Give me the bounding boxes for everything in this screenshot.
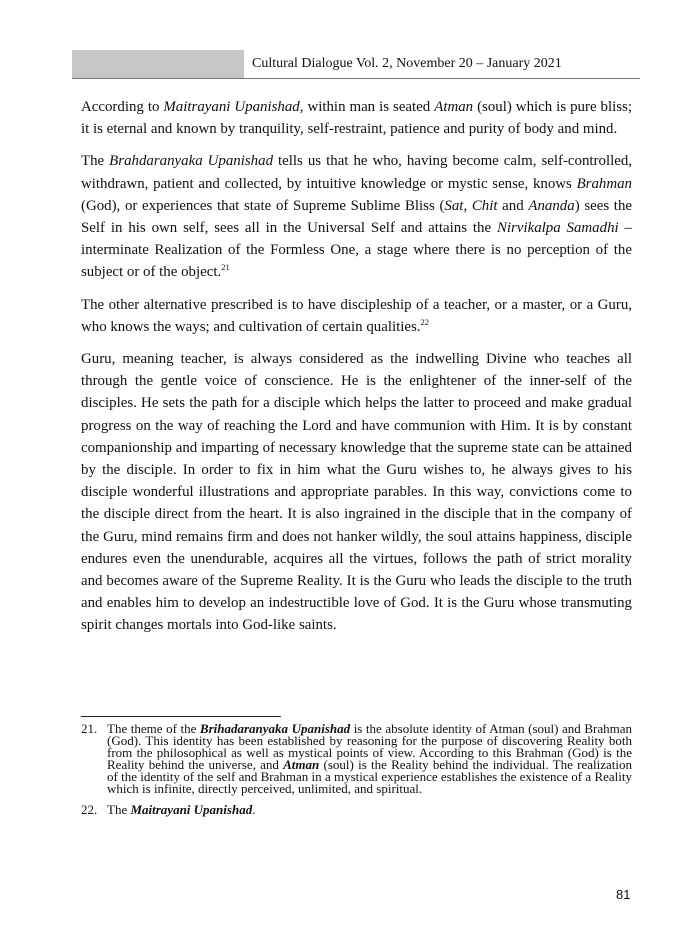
text-span: is the absolute identity of Atman (soul) and Brahman (God). This identity has been established by reasoning for the purpose of discovering Reality both from the philosophical as well as mystical points of view. According to this Brahman (God) is the Reality behind the universe, and (107, 721, 633, 773)
journal-title: Cultural Dialogue Vol. 2, November 20 – January 2021 (252, 56, 562, 71)
italic-term: Brahman (576, 175, 632, 192)
footnote-text (107, 723, 632, 796)
italic-term: Chit (471, 197, 498, 214)
italic-term: Atman (434, 99, 474, 115)
footnote-ref-22[interactable]: 22 (420, 316, 430, 327)
text-span: Guru, meaning teacher, is always considered as the indwelling Divine who teaches all through the gentle voice of conscience. He is the enlightener of the inner-self of the disciples. He sets the path for a disciple which helps the latter to proceed and make gradual progress on the way of reaching the Lord and have communion with Him. It is by constant companionship and imparting of necessary knowledge that the supreme state can be attained by the disciple. In order to fix in him what the Guru wishes to, he always gives to his disciple wonderful illustrations and appropriate parables. In this way, convictions come to the disciple direct from the heart. It is also ingrained in the disciple that in the company of the Guru, mind remains firm and does not hanker wildly, the soul attains happiness, disciple endures even the unendurable, acquires all the virtues, follows the path of strict morality and becomes aware of the Supreme Reality. It is the Guru who leads the disciple to the truth and enables him to develop an indestructible love of God. It is the Guru whose transmuting spirit changes mortals into God-like saints. (81, 351, 632, 634)
paragraph-4 (81, 348, 632, 637)
text-span: ) sees the Self in his own self, sees all in the Universal Self and attains the (81, 197, 632, 237)
footnote-ref-21[interactable]: 21 (221, 262, 230, 273)
text-span: The (107, 801, 131, 817)
footnote-number: 22. (81, 801, 98, 817)
header-gray-bar (72, 50, 244, 78)
footnote-22 (81, 801, 632, 817)
footnote-text (107, 801, 632, 817)
footnote-separator (81, 716, 281, 717)
italic-term: Ananda (528, 197, 575, 214)
footnotes (81, 723, 632, 824)
text-span: The theme of the (107, 721, 200, 736)
text-span: (God), or experiences that state of Supreme Sublime Bliss ( (81, 197, 445, 214)
italic-term: Nirvikalpa Samadhi (496, 220, 619, 237)
text-span: and (497, 197, 529, 214)
bold-italic-term: Atman (283, 757, 320, 773)
header-rule (72, 78, 640, 79)
paragraph-1 (81, 96, 632, 140)
text-span: tells us that he who, having become calm, self-controlled, withdrawn, patient and collected, by intuitive knowledge or mystic sense, knows (81, 153, 632, 192)
text-span: – interminate Realization of the Formless One, a stage where there is no perception of the subject or of the object. (81, 220, 632, 281)
footnote-21 (81, 723, 632, 796)
italic-term: Maitrayani Upanishad (163, 99, 300, 115)
text-span: (soul) which is pure bliss; it is eternal and known by tranquility, self-restraint, patience and purity of body and mind. (81, 99, 632, 138)
bold-italic-term: Brihadaranyaka Upanishad (199, 721, 351, 736)
text-span: According to (81, 99, 164, 115)
text-span: The other alternative prescribed is to have discipleship of a teacher, or a master, or a Guru, who knows the ways; and cultivation of certain qualities. (81, 296, 632, 335)
main-text (81, 96, 632, 647)
text-span: The (81, 153, 110, 170)
bold-italic-term: Maitrayani Upanishad (130, 801, 253, 817)
text-span: (soul) is the Reality behind the individual. The realization of the identity of the self and Brahman in a mystical experience establishes the existence of a Reality which is infinite, directly perceived, unlimited, and spiritual. (107, 757, 632, 797)
footnote-number: 21. (81, 721, 98, 736)
text-span: , (463, 197, 472, 214)
text-span: . (252, 801, 256, 817)
paragraph-3 (81, 294, 632, 338)
running-header (72, 50, 640, 78)
page-number: 81 (616, 887, 631, 902)
paragraph-2 (81, 150, 632, 283)
text-span: , within man is seated (299, 99, 435, 115)
italic-term: Sat (444, 197, 464, 214)
italic-term: Brahdaranyaka Upanishad (109, 153, 274, 170)
